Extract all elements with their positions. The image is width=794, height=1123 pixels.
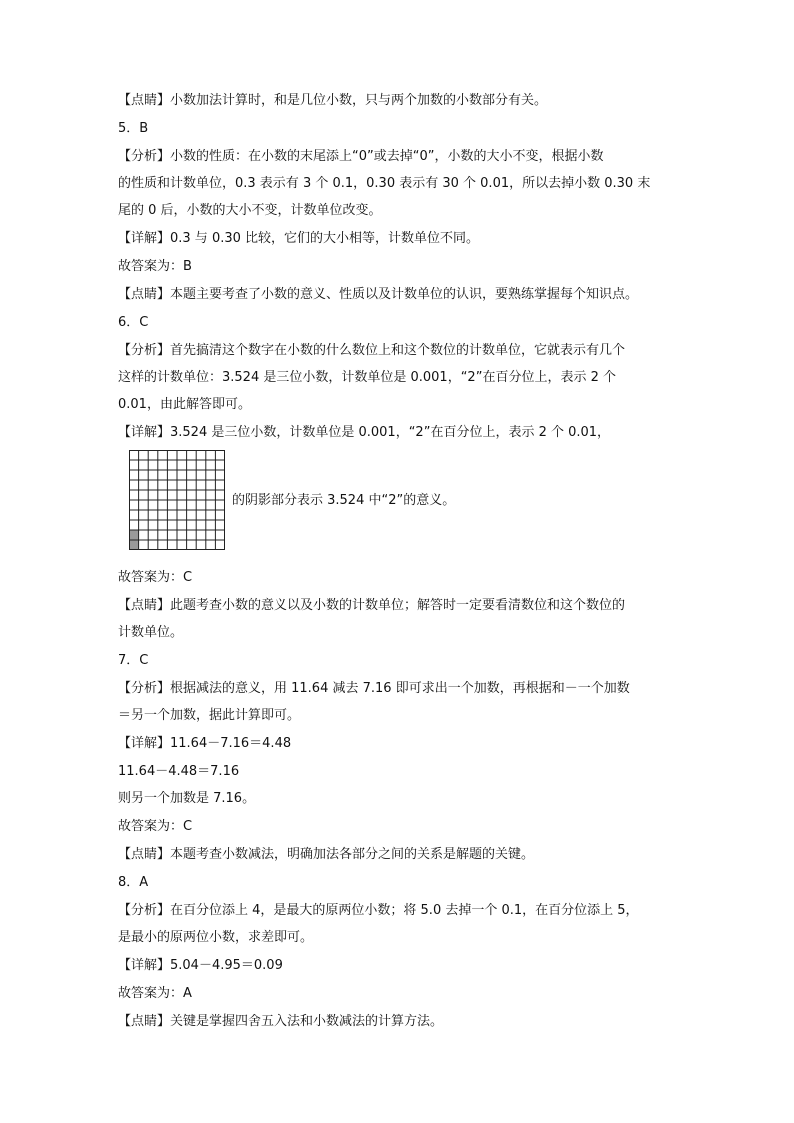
text-line: 【详解】0.3 与 0.30 比较，它们的大小相等，计数单位不同。	[118, 231, 480, 246]
text-line: 故答案为：C	[118, 570, 193, 585]
text-line: 【点睛】本题主要考查了小数的意义、性质以及计数单位的认识，要熟练掌握每个知识点。	[118, 287, 639, 302]
shaded-cell	[129, 540, 139, 550]
text-line: 故答案为：A	[118, 986, 192, 1001]
text-line: 【详解】11.64－7.16＝4.48	[118, 736, 292, 751]
text-line: 7．C	[118, 653, 149, 668]
text-line: 这样的计数单位：3.524 是三位小数，计数单位是 0.001，“2”在百分位上，表示 2 个	[118, 370, 616, 385]
shaded-cell	[129, 530, 139, 540]
text-line: 【详解】3.524 是三位小数，计数单位是 0.001，“2”在百分位上，表示 2 个 0.01，	[118, 425, 611, 440]
hundred-grid-figure	[129, 450, 225, 550]
text-line: 11.64－4.48＝7.16	[118, 764, 240, 779]
text-line: 是最小的原两位小数，求差即可。	[118, 930, 314, 945]
text-line: 的性质和计数单位，0.3 表示有 3 个 0.1，0.30 表示有 30 个 0.01，所以去掉小数 0.30 末	[118, 176, 651, 191]
text-line: 故答案为：C	[118, 819, 193, 834]
text-line: 【点睛】小数加法计算时，和是几位小数，只与两个加数的小数部分有关。	[118, 93, 548, 108]
text-line: 【分析】首先搞清这个数字在小数的什么数位上和这个数位的计数单位，它就表示有几个	[118, 343, 626, 358]
text-line: 【详解】5.04－4.95＝0.09	[118, 958, 283, 973]
text-line: 尾的 0 后，小数的大小不变，计数单位改变。	[118, 203, 382, 218]
text-line: 【分析】在百分位添上 4，是最大的原两位小数；将 5.0 去掉一个 0.1，在百分位添上 5，	[118, 903, 639, 918]
text-line: 计数单位。	[118, 625, 184, 640]
hundred-grid	[129, 450, 225, 550]
text-line: 【分析】根据减法的意义，用 11.64 减去 7.16 即可求出一个加数，再根据和－一个加数	[118, 681, 630, 696]
text-line: 0.01，由此解答即可。	[118, 397, 251, 412]
text-line: 【点睛】关键是掌握四舍五入法和小数减法的计算方法。	[118, 1014, 444, 1029]
text-line: 则另一个加数是 7.16。	[118, 791, 256, 806]
text-line: ＝另一个加数，据此计算即可。	[118, 708, 301, 723]
text-line: 5．B	[118, 121, 149, 136]
text-line: 故答案为：B	[118, 259, 192, 274]
text-line: 【点睛】本题考查小数减法，明确加法各部分之间的关系是解题的关键。	[118, 847, 535, 862]
text-line: 8．A	[118, 875, 149, 890]
text-line: 【点睛】此题考查小数的意义以及小数的计数单位；解答时一定要看清数位和这个数位的	[118, 598, 626, 613]
text-line: 6．C	[118, 315, 149, 330]
text-line: 【分析】小数的性质：在小数的末尾添上“0”或去掉“0”，小数的大小不变，根据小数	[118, 149, 604, 164]
figure-caption: 的阴影部分表示 3.524 中“2”的意义。	[232, 493, 456, 508]
